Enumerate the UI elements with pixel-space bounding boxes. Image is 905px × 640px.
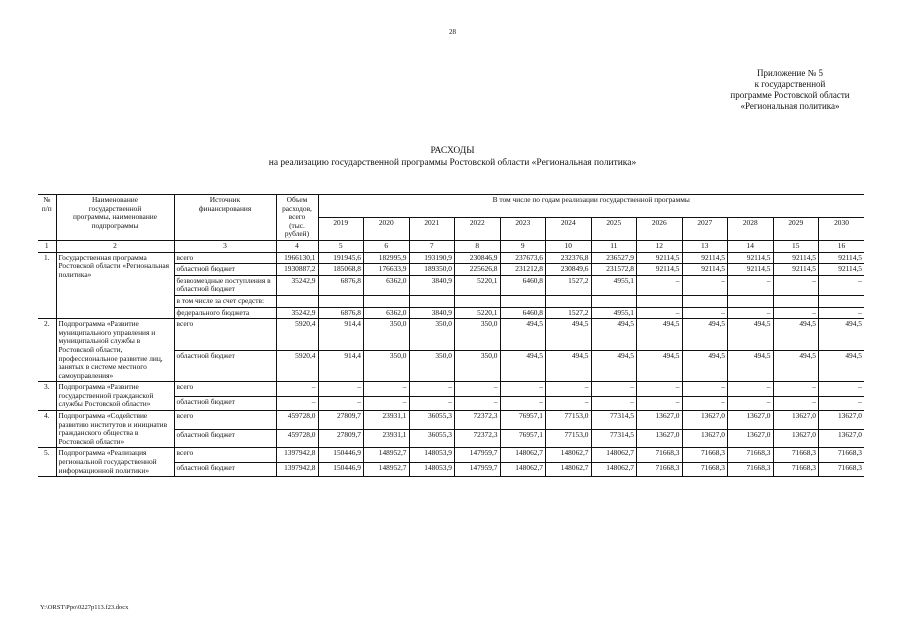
amount-cell: 92114,5 [637,264,683,276]
amount-cell: – [773,396,819,410]
amount-cell [455,295,501,307]
amount-cell: – [276,382,318,396]
amount-cell: 77153,0 [546,411,592,430]
page-number: 28 [449,28,456,36]
header-volume: Объем расходов, всего (тыс. рублей) [276,195,318,241]
amount-cell: – [409,382,455,396]
header-year: 2022 [455,217,501,240]
amount-cell: 191945,6 [318,252,364,264]
amount-cell: 494,5 [773,350,819,382]
amount-cell: – [819,396,865,410]
appendix-line: «Региональная политика» [740,101,840,111]
amount-cell: 71668,3 [728,448,774,462]
amount-cell: – [637,396,683,410]
amount-cell: 35242,9 [276,275,318,295]
header-year: 2021 [409,217,455,240]
appendix-block [690,68,890,112]
amount-cell: 3840,9 [409,307,455,319]
amount-cell: 150446,9 [318,462,364,476]
document-title: РАСХОДЫ [430,146,475,156]
funding-source: федерального бюджета [174,307,276,319]
amount-cell: 13627,0 [637,429,683,448]
amount-cell: 71668,3 [728,462,774,476]
column-index: 8 [455,240,501,252]
amount-cell: 92114,5 [728,264,774,276]
amount-cell: – [500,382,546,396]
amount-cell: 225626,8 [455,264,501,276]
section-number: 4. [38,411,56,448]
amount-cell: 176633,9 [364,264,410,276]
funding-source: областной бюджет [174,396,276,410]
amount-cell: – [819,382,865,396]
amount-cell: 494,5 [682,319,728,351]
section-name: Подпрограмма «Содействие развитию институтов и инициатив гражданского общества в Ростовской области» [56,411,174,448]
amount-cell: 13627,0 [773,411,819,430]
amount-cell: – [364,382,410,396]
table-row [38,448,864,462]
amount-cell: – [637,307,683,319]
amount-cell: 6362,0 [364,307,410,319]
amount-cell: 232376,8 [546,252,592,264]
amount-cell: 3840,9 [409,275,455,295]
amount-cell: 92114,5 [819,264,865,276]
amount-cell: – [773,307,819,319]
amount-cell: 77153,0 [546,429,592,448]
table-row [38,319,864,351]
table-row [38,411,864,430]
amount-cell: 72372,3 [455,429,501,448]
column-index: 12 [637,240,683,252]
amount-cell: 494,5 [773,319,819,351]
amount-cell: – [318,382,364,396]
column-index-row [38,240,864,252]
header-name: Наименование государственной программы, наименование подпрограммы [56,195,174,241]
amount-cell: – [819,307,865,319]
amount-cell [409,295,455,307]
amount-cell: 6876,8 [318,307,364,319]
header-year: 2020 [364,217,410,240]
funding-source: всего [174,319,276,351]
column-index: 5 [318,240,364,252]
amount-cell: 494,5 [728,319,774,351]
amount-cell: 92114,5 [682,252,728,264]
amount-cell [276,295,318,307]
amount-cell: 92114,5 [773,264,819,276]
section-number: 1. [38,252,56,319]
amount-cell: – [682,396,728,410]
amount-cell: 5920,4 [276,350,318,382]
header-num: № п/п [38,195,56,241]
amount-cell: 4955,1 [591,307,637,319]
amount-cell: 1930887,2 [276,264,318,276]
amount-cell: 236527,9 [591,252,637,264]
amount-cell: 76957,1 [500,411,546,430]
amount-cell: 23931,1 [364,411,410,430]
amount-cell: 193190,9 [409,252,455,264]
amount-cell: 35242,9 [276,307,318,319]
funding-source: всего [174,448,276,462]
section-name: Подпрограмма «Развитие государственной гражданской службы Ростовской области» [56,382,174,411]
amount-cell: 5220,1 [455,307,501,319]
amount-cell: 23931,1 [364,429,410,448]
document-title-block [0,145,905,169]
amount-cell: 92114,5 [728,252,774,264]
amount-cell: 13627,0 [819,411,865,430]
amount-cell: 71668,3 [773,462,819,476]
header-year: 2030 [819,217,865,240]
amount-cell: 6460,8 [500,275,546,295]
amount-cell: 148952,7 [364,462,410,476]
amount-cell: 494,5 [819,350,865,382]
funding-source: безвозмездные поступления в областной бюджет [174,275,276,295]
header-years-caption: В том числе по годам реализации государственной программы [318,195,864,218]
section-number: 3. [38,382,56,411]
document-subtitle: на реализацию государственной программы Ростовской области «Региональная политика» [268,158,637,168]
amount-cell: 230846,9 [455,252,501,264]
amount-cell: 27809,7 [318,411,364,430]
amount-cell: – [682,382,728,396]
amount-cell: 494,5 [591,350,637,382]
amount-cell: 147959,7 [455,462,501,476]
amount-cell [546,295,592,307]
amount-cell: 148053,9 [409,448,455,462]
amount-cell: 6362,0 [364,275,410,295]
column-index: 2 [56,240,174,252]
amount-cell: 237673,6 [500,252,546,264]
amount-cell: – [546,396,592,410]
amount-cell: 13627,0 [728,429,774,448]
amount-cell: 459728,0 [276,429,318,448]
amount-cell: – [500,396,546,410]
section-number: 2. [38,319,56,382]
section-number: 5. [38,448,56,477]
amount-cell: 1527,2 [546,307,592,319]
amount-cell [364,295,410,307]
amount-cell: – [409,396,455,410]
header-year: 2026 [637,217,683,240]
amount-cell: – [455,382,501,396]
amount-cell: 494,5 [728,350,774,382]
table-body [38,252,864,477]
funding-source: областной бюджет [174,264,276,276]
amount-cell: 92114,5 [682,264,728,276]
amount-cell [819,295,865,307]
amount-cell [500,295,546,307]
amount-cell: 147959,7 [455,448,501,462]
amount-cell [682,295,728,307]
section-name: Государственная программа Ростовской области «Региональная политика» [56,252,174,319]
amount-cell: 494,5 [546,319,592,351]
amount-cell: 71668,3 [819,448,865,462]
header-year: 2028 [728,217,774,240]
header-year: 2019 [318,217,364,240]
file-path-footer: Y:\ORST\Ppo\0227p113.f23.docx [40,604,129,611]
header-year: 2025 [591,217,637,240]
amount-cell: – [637,275,683,295]
amount-cell: 494,5 [819,319,865,351]
amount-cell: – [773,275,819,295]
amount-cell: 72372,3 [455,411,501,430]
amount-cell: 350,0 [455,350,501,382]
amount-cell: 92114,5 [819,252,865,264]
amount-cell [728,295,774,307]
amount-cell: – [728,307,774,319]
amount-cell: 494,5 [637,350,683,382]
amount-cell: – [682,307,728,319]
amount-cell: 13627,0 [728,411,774,430]
amount-cell: 350,0 [364,350,410,382]
amount-cell: 148062,7 [546,462,592,476]
amount-cell: 494,5 [637,319,683,351]
amount-cell: 13627,0 [773,429,819,448]
amount-cell: – [591,382,637,396]
amount-cell: 1397942,8 [276,448,318,462]
amount-cell: 914,4 [318,319,364,351]
amount-cell: 350,0 [455,319,501,351]
column-index: 16 [819,240,865,252]
table-row [38,382,864,396]
amount-cell: 494,5 [591,319,637,351]
column-index: 9 [500,240,546,252]
amount-cell: 189350,0 [409,264,455,276]
funding-source: областной бюджет [174,429,276,448]
section-name: Подпрограмма «Развитие муниципального управления и муниципальной службы в Ростовской области, профессиональное развитие лиц, занятых в системе местного самоуправления» [56,319,174,382]
amount-cell: 1966130,1 [276,252,318,264]
column-index: 4 [276,240,318,252]
amount-cell: – [364,396,410,410]
amount-cell: 36055,3 [409,429,455,448]
amount-cell: 231572,8 [591,264,637,276]
amount-cell: 459728,0 [276,411,318,430]
amount-cell: – [591,396,637,410]
header-year: 2029 [773,217,819,240]
amount-cell: 185068,8 [318,264,364,276]
amount-cell: 182995,9 [364,252,410,264]
amount-cell [773,295,819,307]
amount-cell: 148952,7 [364,448,410,462]
funding-source: в том числе за счет средств: [174,295,276,307]
amount-cell: 148062,7 [500,462,546,476]
appendix-line: Приложение № 5 [757,68,823,78]
amount-cell: 77314,5 [591,411,637,430]
amount-cell: 71668,3 [819,462,865,476]
amount-cell: 6876,8 [318,275,364,295]
funding-source: всего [174,411,276,430]
amount-cell: 148062,7 [591,448,637,462]
expenses-table [38,194,864,477]
column-index: 3 [174,240,276,252]
amount-cell: 92114,5 [637,252,683,264]
amount-cell: 27809,7 [318,429,364,448]
column-index: 14 [728,240,774,252]
column-index: 13 [682,240,728,252]
funding-source: всего [174,252,276,264]
amount-cell: 71668,3 [773,448,819,462]
amount-cell: – [546,382,592,396]
amount-cell: 148053,9 [409,462,455,476]
table-row [38,252,864,264]
amount-cell: 36055,3 [409,411,455,430]
amount-cell: 231212,8 [500,264,546,276]
header-year: 2027 [682,217,728,240]
section-name: Подпрограмма «Реализация региональной государственной информационной политики» [56,448,174,477]
amount-cell: 494,5 [546,350,592,382]
amount-cell: 914,4 [318,350,364,382]
amount-cell: – [773,382,819,396]
amount-cell: – [728,275,774,295]
amount-cell: 494,5 [500,319,546,351]
amount-cell [591,295,637,307]
amount-cell: 494,5 [500,350,546,382]
amount-cell: 71668,3 [682,462,728,476]
amount-cell: 76957,1 [500,429,546,448]
amount-cell: – [455,396,501,410]
column-index: 7 [409,240,455,252]
header-year: 2023 [500,217,546,240]
column-index: 1 [38,240,56,252]
funding-source: всего [174,382,276,396]
amount-cell: 1527,2 [546,275,592,295]
column-index: 11 [591,240,637,252]
amount-cell: – [276,396,318,410]
amount-cell: 13627,0 [637,411,683,430]
amount-cell: – [728,382,774,396]
amount-cell [637,295,683,307]
amount-cell: – [637,382,683,396]
amount-cell: 71668,3 [637,462,683,476]
amount-cell: – [728,396,774,410]
amount-cell: 150446,9 [318,448,364,462]
amount-cell: – [819,275,865,295]
amount-cell: 92114,5 [773,252,819,264]
amount-cell: 1397942,8 [276,462,318,476]
amount-cell: 71668,3 [682,448,728,462]
amount-cell: 148062,7 [546,448,592,462]
amount-cell: 71668,3 [637,448,683,462]
column-index: 6 [364,240,410,252]
amount-cell: 77314,5 [591,429,637,448]
amount-cell: 494,5 [682,350,728,382]
amount-cell: 5220,1 [455,275,501,295]
amount-cell: 13627,0 [682,429,728,448]
amount-cell [318,295,364,307]
column-index: 15 [773,240,819,252]
appendix-line: к государственной [754,79,826,89]
amount-cell: 148062,7 [500,448,546,462]
amount-cell: 4955,1 [591,275,637,295]
funding-source: областной бюджет [174,350,276,382]
header-source: Источник финансирования [174,195,276,241]
amount-cell: 5920,4 [276,319,318,351]
amount-cell: 230849,6 [546,264,592,276]
amount-cell: 350,0 [409,319,455,351]
amount-cell: – [318,396,364,410]
amount-cell: 6460,8 [500,307,546,319]
amount-cell: – [682,275,728,295]
header-year: 2024 [546,217,592,240]
amount-cell: 350,0 [409,350,455,382]
amount-cell: 350,0 [364,319,410,351]
funding-source: областной бюджет [174,462,276,476]
amount-cell: 13627,0 [682,411,728,430]
column-index: 10 [546,240,592,252]
appendix-line: программе Ростовской области [730,90,850,100]
amount-cell: 13627,0 [819,429,865,448]
table-header [38,195,864,253]
amount-cell: 148062,7 [591,462,637,476]
